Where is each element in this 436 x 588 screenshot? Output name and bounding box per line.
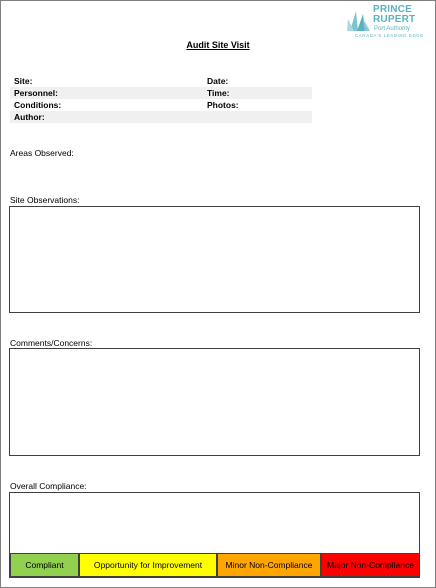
compliance-minor-non-compliance[interactable]: Minor Non-Compliance bbox=[217, 553, 321, 577]
areas-observed-label: Areas Observed: bbox=[10, 148, 74, 158]
info-row-author bbox=[10, 111, 312, 123]
info-row-conditions-photos bbox=[10, 99, 312, 111]
author-label: Author: bbox=[14, 112, 45, 122]
logo-line-rupert: RUPERT bbox=[373, 14, 416, 25]
logo-line-prince: PRINCE bbox=[373, 4, 412, 15]
site-observations-box[interactable] bbox=[9, 206, 420, 313]
logo-tagline: CANADA'S LEADING EDGE bbox=[355, 33, 424, 38]
prince-rupert-logo bbox=[346, 3, 432, 39]
comments-concerns-label: Comments/Concerns: bbox=[10, 338, 93, 348]
page-title: Audit Site Visit bbox=[186, 40, 250, 50]
sail-icon bbox=[346, 7, 372, 35]
site-observations-label: Site Observations: bbox=[10, 195, 80, 205]
personnel-label: Personnel: bbox=[14, 88, 58, 98]
info-row-site-date bbox=[10, 75, 312, 87]
compliance-opportunity-for-improvement[interactable]: Opportunity for Improvement bbox=[79, 553, 217, 577]
time-label: Time: bbox=[207, 88, 230, 98]
conditions-label: Conditions: bbox=[14, 100, 62, 110]
info-table bbox=[10, 75, 312, 123]
compliance-scale bbox=[10, 553, 420, 577]
site-label: Site: bbox=[14, 76, 33, 86]
date-label: Date: bbox=[207, 76, 229, 86]
compliance-compliant[interactable]: Compliant bbox=[10, 553, 79, 577]
logo-line-port-authority: Port Authority bbox=[374, 26, 411, 32]
comments-concerns-box[interactable] bbox=[9, 348, 420, 456]
compliance-major-non-compliance[interactable]: Major Non-Compliance bbox=[321, 553, 420, 577]
photos-label: Photos: bbox=[207, 100, 239, 110]
info-row-personnel-time bbox=[10, 87, 312, 99]
overall-compliance-label: Overall Compliance: bbox=[10, 481, 87, 491]
